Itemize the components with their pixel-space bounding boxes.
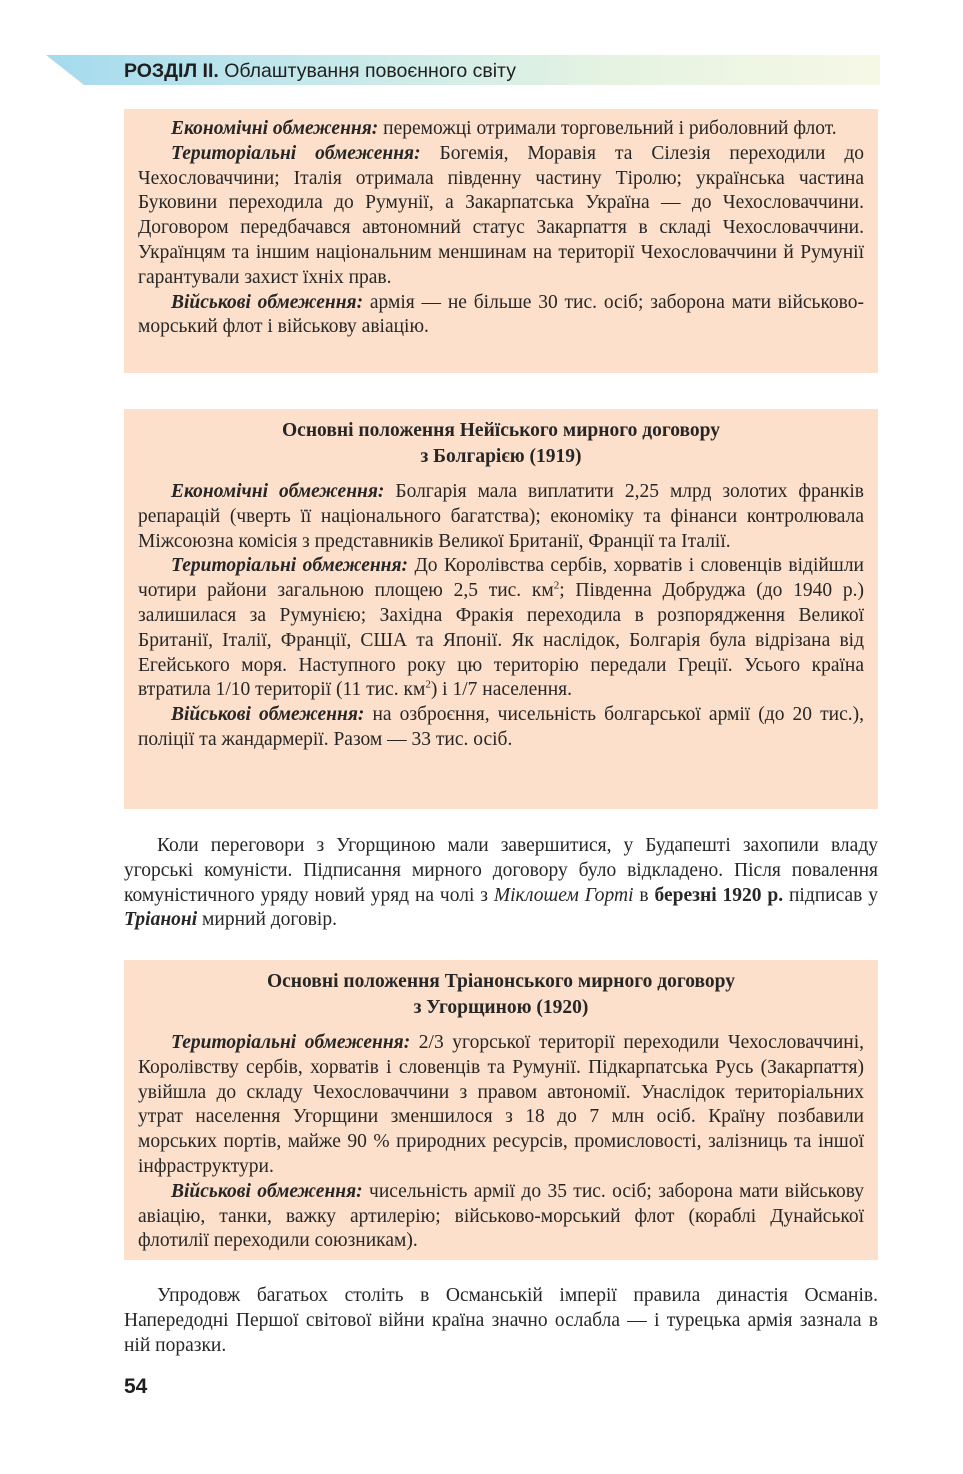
territorial-text: 2/3 угорської території переходили Чехословаччині, Королівству сербів, хорватів і словенців та Румунії. Підкарпатська Русь (Закарпаття) увійшла до складу Чехословаччини з правом автономії. Унаслідок територіальних утрат населення Угорщини зменшилося з 18 до 7 млн осіб. Країну позбавили морських портів, майже 90 % природних ресурсів, промисловості, залізниць та іншої інфраструктури. (138, 1032, 865, 1177)
military-restrictions (138, 1180, 864, 1254)
territorial-label: Територіальні обмеження: (171, 555, 409, 577)
superscript: 2 (425, 678, 431, 691)
neuilly-treaty-title (138, 418, 864, 470)
military-text: армія — не більше 30 тис. осіб; заборона мати військово-морський флот і військову авіацію. (138, 291, 864, 338)
economic-restrictions (138, 480, 864, 554)
economic-text: Болгарія мала виплатити 2,25 млрд золотих франків репарацій (чверть її національного багатства); економіку та фінанси контролювала Міжсоюзна комісія з представників Великої Британії, Франції та Італії. (138, 481, 864, 552)
section-header (124, 59, 516, 83)
territorial-text-part-3: ) і 1/7 населення. (430, 679, 573, 701)
territorial-text-part-1: До Королівства сербів, хорватів і словенців відійшли чотири райони загальною площею 2,5 тис. км (138, 555, 864, 602)
military-restrictions (138, 291, 864, 341)
section-number: РОЗДІЛ ІІ. (124, 60, 219, 82)
military-restrictions (138, 703, 864, 753)
paragraph-text: Коли переговори з Угорщиною мали завершитися, у Будапешті захопили владу угорські комуністи. Підписання мирного договору було відкладено. Після повалення комуністичного уряду новий уряд на чолі з (124, 835, 878, 906)
date-highlight: березні 1920 р. (654, 884, 784, 906)
superscript: 2 (553, 579, 560, 592)
title-line-1: Основні положення Нейїського мирного договору (282, 420, 720, 441)
territorial-label: Територіальні обмеження: (171, 142, 421, 164)
title-line-2: з Угорщиною (1920) (413, 997, 589, 1018)
restrictions-box-continued (124, 109, 878, 373)
person-name: Міклошем Горті (493, 884, 634, 906)
paragraph-text: підписав у (783, 884, 878, 906)
economic-restrictions (138, 117, 864, 142)
trianon-treaty-title (138, 969, 864, 1021)
military-label: Військові обмеження: (171, 704, 365, 726)
territorial-restrictions (138, 1031, 864, 1180)
military-text: на озброєння, чисельність болгарської армії (до 20 тис.), поліції та жандармерії. Разом — 33 тис. осіб. (138, 704, 864, 750)
military-text: чисельність армії до 35 тис. осіб; заборона мати військову авіацію, танки, важку артилерію; військово-морський флот (кораблі Дунайської флотилії переходили союзникам). (138, 1180, 864, 1252)
paragraph-text: в (633, 884, 655, 906)
military-label: Військові обмеження: (171, 1180, 363, 1202)
paragraph-text: Упродовж багатьох століть в Османській імперії правила династія Османів. Напередодні Першої світової війни країна значно ослабла — і турецька армія зазнала в ній поразки. (124, 1285, 878, 1356)
body-paragraph (124, 834, 878, 933)
title-line-1: Основні положення Тріанонського мирного договору (266, 971, 735, 992)
place-highlight: Тріаноні (124, 909, 198, 931)
body-paragraph (124, 1284, 878, 1358)
territorial-text: Богемія, Моравія та Сілезія переходили до Чехословаччини; Італія отримала південну частину Тіролю; українська частина Буковини переходила до Румунії, а Закарпатська Україна — до Чехословаччини. Договором передбачався автономний статус Закарпаття в складі Чехословаччини. Українцям та іншим національним меншинам на території Чехословаччини й Румунії гарантували захист їхніх прав. (138, 142, 864, 288)
economic-text: переможці отримали торговельний і риболовний флот. (378, 118, 837, 139)
paragraph-text: мирний договір. (197, 909, 337, 931)
territorial-label: Територіальні обмеження: (171, 1032, 411, 1053)
territorial-restrictions (138, 142, 864, 291)
section-title: Облаштування повоєнного світу (224, 60, 516, 82)
title-line-2: з Болгарією (1919) (420, 446, 582, 467)
territorial-restrictions (138, 554, 864, 703)
trianon-treaty-box (124, 960, 878, 1260)
economic-label: Економічні обмеження: (171, 118, 379, 139)
territorial-text-part-2: ; Південна Добруджа (до 1940 р.) залишилася за Румунією; Західна Фракія переходила в розпорядження Великої Британії, Італії, Франції, США та Японії. Як наслідок, Болгарія була відрізана від Егейського моря. Наступного року цю територію передали Греції. Усього країна втратила 1/10 території (11 тис. км (138, 580, 865, 701)
economic-label: Економічні обмеження: (171, 481, 385, 502)
neuilly-treaty-box (124, 409, 878, 809)
military-label: Військові обмеження: (171, 291, 364, 313)
page-number: 54 (124, 1375, 148, 1398)
